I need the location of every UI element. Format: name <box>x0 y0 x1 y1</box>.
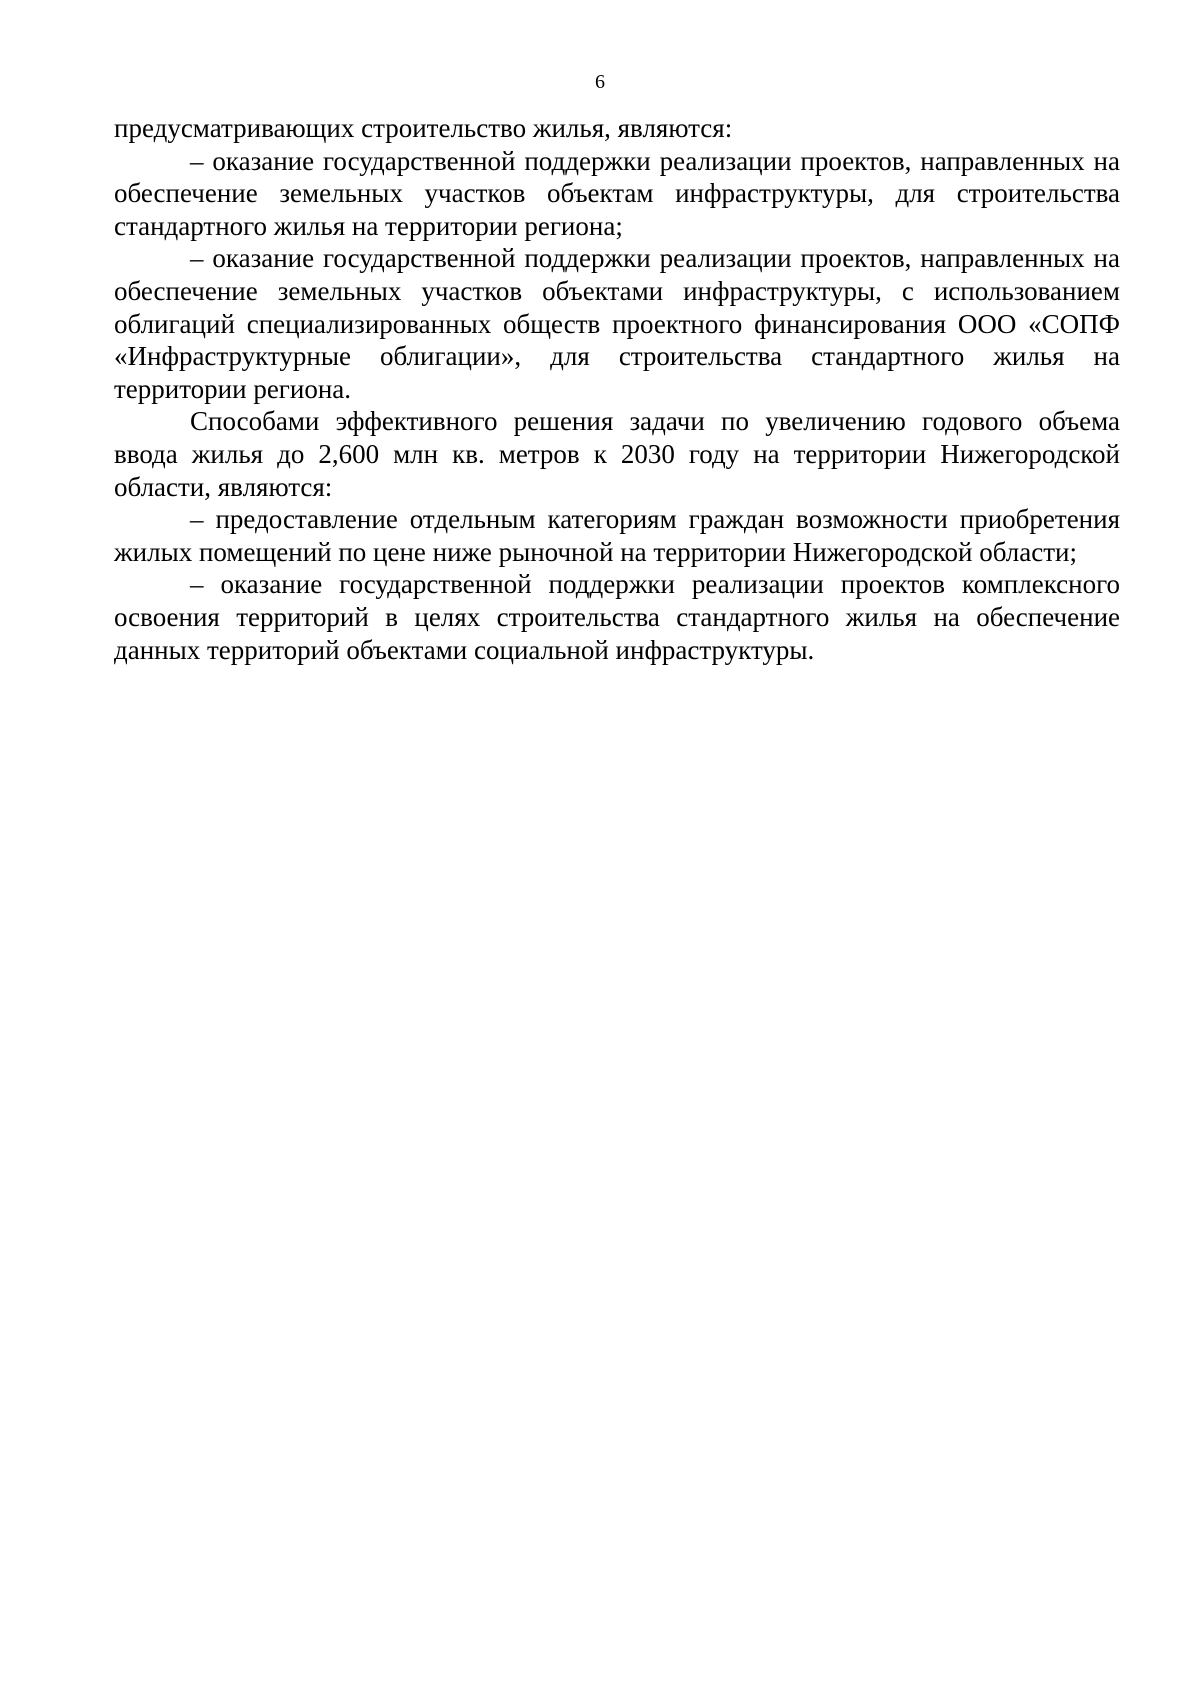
paragraph-bullet-support-infrastructure: – оказание государственной поддержки реализации проектов, направленных на обеспечение земельных участков объектам инфраструктуры, для строительства стандартного жилья на территории региона; <box>114 145 1120 241</box>
paragraph-methods-intro: Способами эффективного решения задачи по увеличению годового объема ввода жилья до 2,600 млн кв. метров к 2030 году на территории Нижегородской области, являются: <box>114 406 1120 502</box>
paragraph-bullet-bonds: – оказание государственной поддержки реализации проектов, направленных на обеспечение земельных участков объектами инфраструктуры, с использованием облигаций специализированных обществ проектного финансирования ООО «СОПФ «Инфраструктурные облигации», для строительства стандартного жилья на территории региона. <box>114 243 1120 404</box>
paragraph-continuation: предусматривающих строительство жилья, являются: <box>114 113 733 143</box>
document-body <box>114 112 1120 666</box>
paragraph-bullet-below-market: – предоставление отдельным категориям граждан возможности приобретения жилых помещений по цене ниже рыночной на территории Нижегородской области; <box>114 504 1120 567</box>
page-number: 6 <box>595 71 605 93</box>
paragraph-bullet-complex-development: – оказание государственной поддержки реализации проектов комплексного освоения территорий в целях строительства стандартного жилья на обеспечение данных территорий объектами социальной инфраструктуры. <box>114 569 1120 665</box>
